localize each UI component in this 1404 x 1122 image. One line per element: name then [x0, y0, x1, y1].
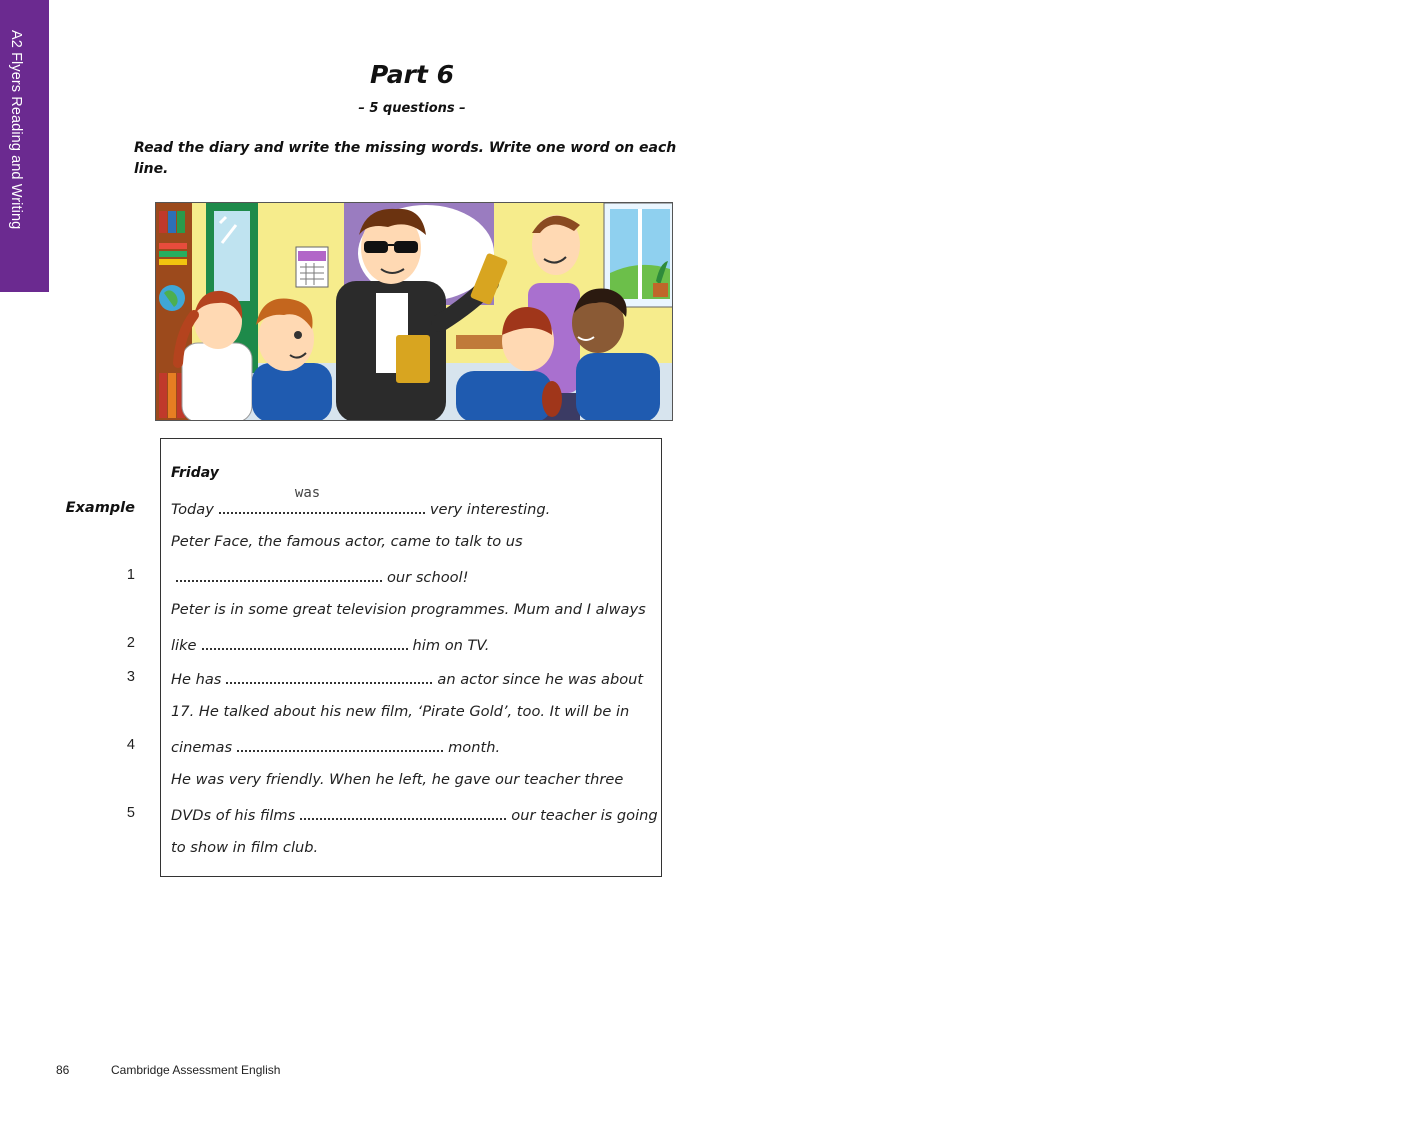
question-number: 2: [126, 635, 135, 651]
example-label: Example: [65, 500, 135, 516]
line-text: He was very friendly. When he left, he gave our teacher three: [171, 771, 624, 788]
line-text: our teacher is going: [511, 807, 658, 824]
question-number: 1: [126, 567, 135, 583]
diary-text-line: [171, 703, 629, 727]
line-text: to show in film club.: [171, 839, 319, 856]
answer-gap[interactable]: [226, 669, 432, 684]
answer-gap[interactable]: [237, 737, 443, 752]
line-text: cinemas: [171, 739, 233, 756]
diary-gap-line: [171, 485, 551, 523]
line-text: 17. He talked about his new film, ‘Pirate Gold’, too. It will be in: [171, 703, 630, 720]
line-text: like: [171, 637, 197, 654]
side-tab-label: A2 Flyers Reading and Writing: [8, 30, 24, 230]
line-text: an actor since he was about: [437, 671, 644, 688]
diary-gap-line: [171, 737, 500, 761]
page-subtitle: – 5 questions –: [358, 101, 466, 116]
diary-gap-line: [171, 567, 468, 591]
diary-gap-line: [171, 805, 658, 829]
diary-text-line: [171, 771, 623, 795]
answer-gap[interactable]: [202, 635, 408, 650]
page-title: Part 6: [370, 60, 454, 89]
footer-organisation: Cambridge Assessment English: [111, 1063, 281, 1077]
line-text: month.: [448, 739, 501, 756]
line-text: him on TV.: [412, 637, 490, 654]
diary-text-line: [171, 601, 646, 625]
line-text: Peter is in some great television programmes. Mum and I always: [171, 601, 646, 618]
line-text: DVDs of his films: [171, 807, 296, 824]
answer-gap[interactable]: [300, 805, 506, 820]
diary-day-heading: Friday: [171, 465, 219, 481]
example-answer-gap[interactable]: [219, 485, 425, 514]
line-text: very interesting.: [429, 501, 551, 518]
example-answer: was: [294, 485, 321, 501]
diary-gap-line: [171, 669, 643, 693]
diary-text-line: [171, 533, 523, 557]
line-text: our school!: [387, 569, 469, 586]
question-number: 3: [126, 669, 135, 685]
line-text: Peter Face, the famous actor, came to talk to us: [171, 533, 523, 550]
side-tab: [0, 0, 49, 292]
page-number: 86: [56, 1063, 70, 1077]
line-text: Today: [171, 501, 214, 518]
instructions: Read the diary and write the missing words. Write one word on each line.: [134, 140, 677, 177]
question-number: 4: [126, 737, 135, 753]
classroom-actor-scene-icon: [156, 203, 673, 421]
line-text: He has: [171, 671, 222, 688]
diary-gap-line: [171, 635, 489, 659]
diary-text-line: [171, 839, 318, 863]
question-number: 5: [126, 805, 135, 821]
classroom-illustration: [155, 202, 673, 421]
answer-gap[interactable]: [176, 567, 382, 582]
